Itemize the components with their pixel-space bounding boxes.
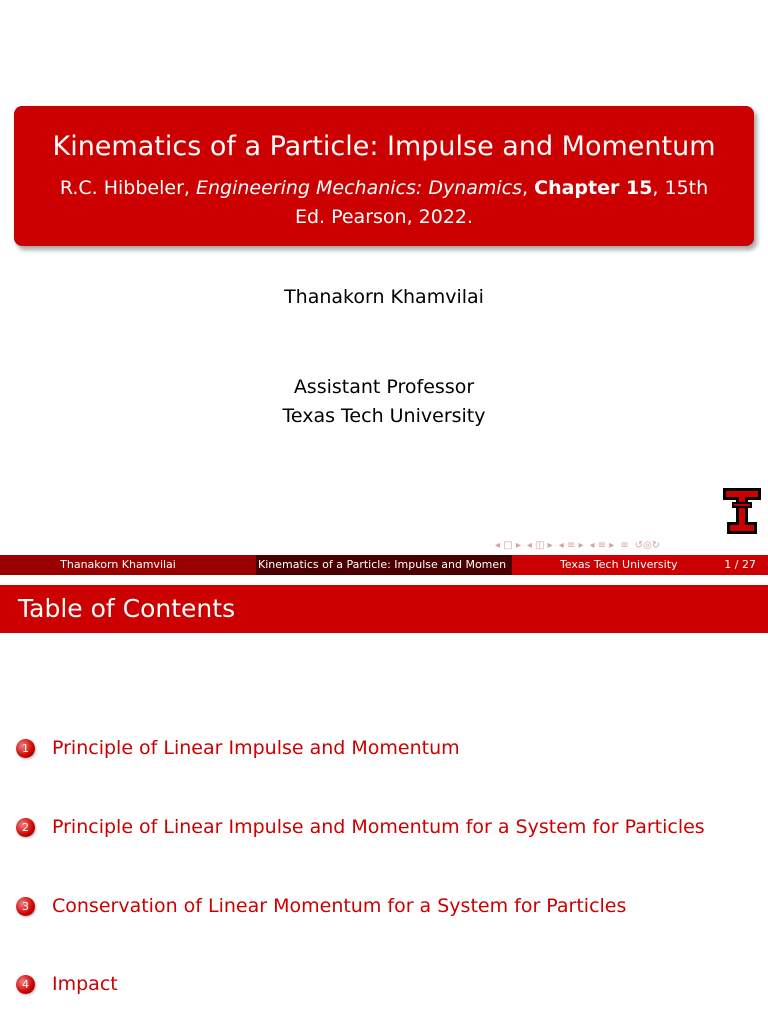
title-box [14, 106, 754, 246]
nav-prev-subsection-icon[interactable]: ◂ ◫ ▸ [526, 539, 553, 551]
subtitle-book: Engineering Mechanics: Dynamics [195, 177, 523, 199]
author-name: Thanakorn Khamvilai [284, 286, 484, 308]
nav-prev-frame-icon[interactable]: ◂ □ ▸ [495, 539, 521, 551]
footer-page-number: 1 / 27 [724, 558, 756, 571]
nav-section-icon[interactable]: ◂ ≡ ▸ [558, 539, 584, 551]
toc-item-2[interactable] [16, 816, 705, 838]
toc-number-badge: 4 [16, 975, 35, 994]
toc-item-1[interactable] [16, 737, 460, 759]
toc-slide [0, 575, 768, 1024]
position-title: Assistant Professor [293, 376, 475, 398]
toc-item-3[interactable] [16, 895, 626, 917]
toc-item-label[interactable]: Principle of Linear Impulse and Momentum [52, 737, 460, 759]
slide-title: Kinematics of a Particle: Impulse and Momentum [52, 131, 716, 162]
footer-right [512, 555, 768, 575]
subtitle-edition-a: , 15th [652, 177, 709, 199]
beamer-navigation-icon[interactable] [495, 538, 765, 552]
toc-item-4[interactable] [16, 973, 118, 995]
footer-author: Thanakorn Khamvilai [0, 555, 256, 575]
toc-item-label[interactable]: Principle of Linear Impulse and Momentum for a System for Particles [52, 816, 705, 838]
nav-doc-icon[interactable]: ≡ [620, 539, 629, 551]
toc-item-label[interactable]: Conservation of Linear Momentum for a System for Particles [52, 895, 627, 917]
toc-item-label[interactable]: Impact [52, 973, 118, 995]
affiliation [0, 373, 768, 431]
toc-number-badge: 1 [16, 739, 35, 758]
footer-title: Kinematics of a Particle: Impulse and Momen [256, 555, 512, 575]
toc-number-badge: 2 [16, 818, 35, 837]
toc-heading: Table of Contents [18, 594, 236, 623]
texas-tech-logo-icon [722, 486, 762, 536]
subtitle-chapter: Chapter 15 [534, 177, 653, 199]
slide-footer [0, 555, 768, 575]
toc-number-badge: 3 [16, 897, 35, 916]
subtitle-author: R.C. Hibbeler, [59, 177, 196, 199]
institution-name: Texas Tech University [282, 405, 486, 427]
subtitle-edition-b: Ed. Pearson, 2022. [294, 206, 474, 228]
nav-search-icon[interactable]: ↺◎↻ [634, 539, 661, 551]
nav-subsection-icon[interactable]: ◂ ≡ ▸ [589, 539, 615, 551]
footer-institution: Texas Tech University [560, 558, 678, 571]
subtitle-comma: , [522, 177, 535, 199]
toc-header-bar [0, 585, 768, 633]
slide-subtitle [44, 174, 724, 232]
